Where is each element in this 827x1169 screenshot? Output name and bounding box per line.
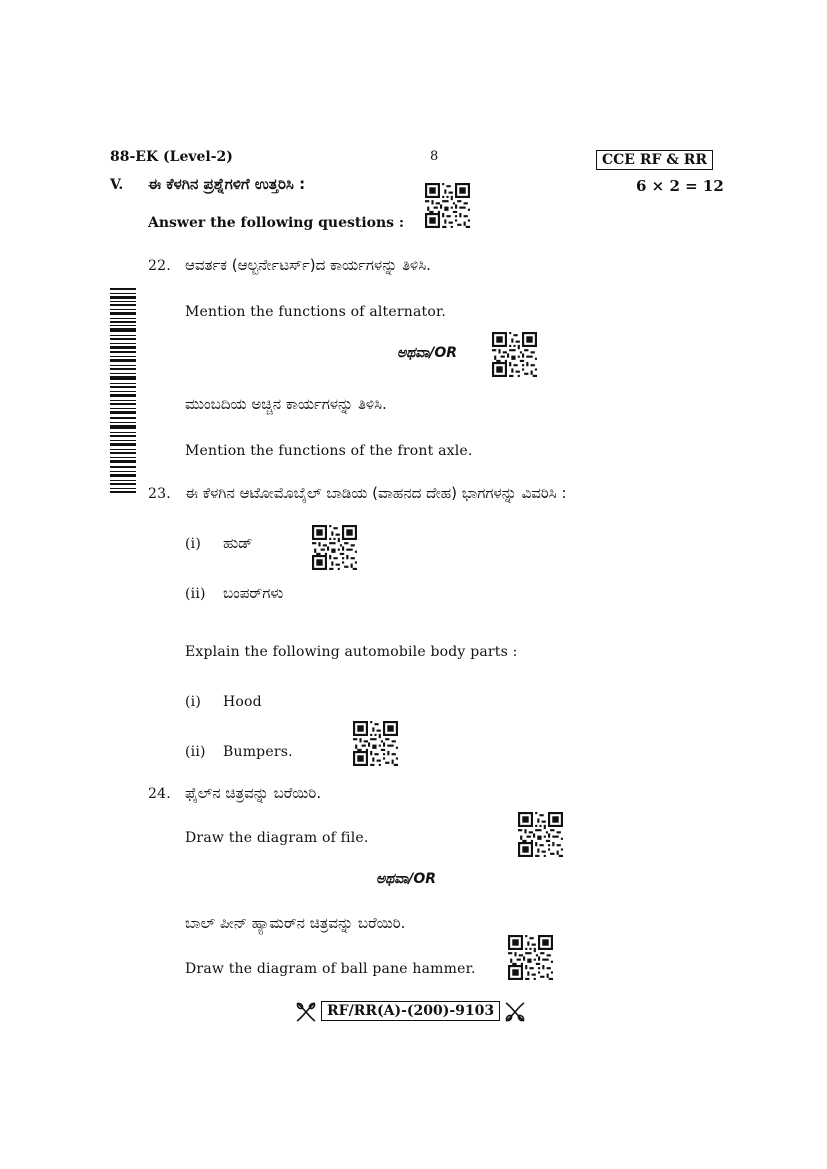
question-24-kn: ಫೈಲ್‌ನ ಚಿತ್ರವನ್ನು ಬರೆಯಿರಿ. — [185, 784, 322, 802]
part-text-en: Hood — [223, 694, 262, 710]
part-label: (ii) — [185, 586, 206, 602]
part-text-en: Bumpers. — [223, 744, 293, 760]
question-24-alt-kn: ಬಾಲ್ ಪೀನ್ ಹ್ಯಾಮರ್‌ನ ಚಿತ್ರವನ್ನು ಬರೆಯಿರಿ. — [185, 914, 406, 932]
series-label: CCE RF & RR — [596, 150, 713, 170]
question-number: 24. — [148, 786, 171, 802]
paper-code: 88-EK (Level-2) — [110, 149, 233, 165]
section-marks: 6 × 2 = 12 — [636, 177, 724, 195]
question-22-alt-en: Mention the functions of the front axle. — [185, 443, 473, 459]
part-text-kn: ಹುಡ್ — [223, 534, 253, 552]
qr-code-icon — [518, 812, 563, 857]
section-number: V. — [110, 177, 124, 193]
question-22-en: Mention the functions of alternator. — [185, 304, 446, 320]
barcode-image — [110, 288, 136, 493]
question-22-alt-kn: ಮುಂಬದಿಯ ಅಚ್ಚಿನ ಕಾರ್ಯಗಳನ್ನು ತಿಳಿಸಿ. — [185, 395, 387, 413]
qr-code-icon — [492, 332, 537, 377]
scissors-ornament-icon — [295, 1001, 317, 1023]
question-24-en: Draw the diagram of file. — [185, 830, 369, 846]
qr-code-icon — [425, 183, 470, 228]
question-23-en: Explain the following automobile body parts : — [185, 644, 518, 660]
qr-code-icon — [353, 721, 398, 766]
page-number: 8 — [430, 149, 439, 164]
question-24-alt-en: Draw the diagram of ball pane hammer. — [185, 961, 476, 977]
part-label: (i) — [185, 694, 202, 710]
scissors-ornament-icon — [504, 1001, 526, 1023]
section-instruction-en: Answer the following questions : — [148, 215, 405, 231]
qr-code-icon — [312, 525, 357, 570]
qr-code-icon — [508, 935, 553, 980]
question-23-kn: ಈ ಕೆಳಗಿನ ಆಟೋಮೊಬೈಲ್ ಬಾಡಿಯ (ವಾಹನದ ದೇಹ) ಭಾಗಗಳನ್ನು ವಿವರಿಸಿ : — [185, 484, 567, 502]
question-number: 23. — [148, 486, 171, 502]
question-number: 22. — [148, 258, 171, 274]
part-text-kn: ಬಂಪರ್‌ಗಳು — [223, 584, 284, 602]
part-label: (i) — [185, 536, 202, 552]
or-separator: ಅಥವಾ/OR — [376, 871, 436, 887]
part-label: (ii) — [185, 744, 206, 760]
question-22-kn: ಆವರ್ತಕ (ಆಲ್ಟರ್ನೇಟರ್ಸ್)ದ ಕಾರ್ಯಗಳನ್ನು ತಿಳಿಸಿ. — [185, 256, 431, 274]
section-instruction-kn: ಈ ಕೆಳಗಿನ ಪ್ರಶ್ನೆಗಳಿಗೆ ಉತ್ತರಿಸಿ : — [148, 175, 306, 193]
footer-code: RF/RR(A)-(200)-9103 — [321, 1001, 500, 1021]
or-separator: ಅಥವಾ/OR — [397, 345, 457, 361]
